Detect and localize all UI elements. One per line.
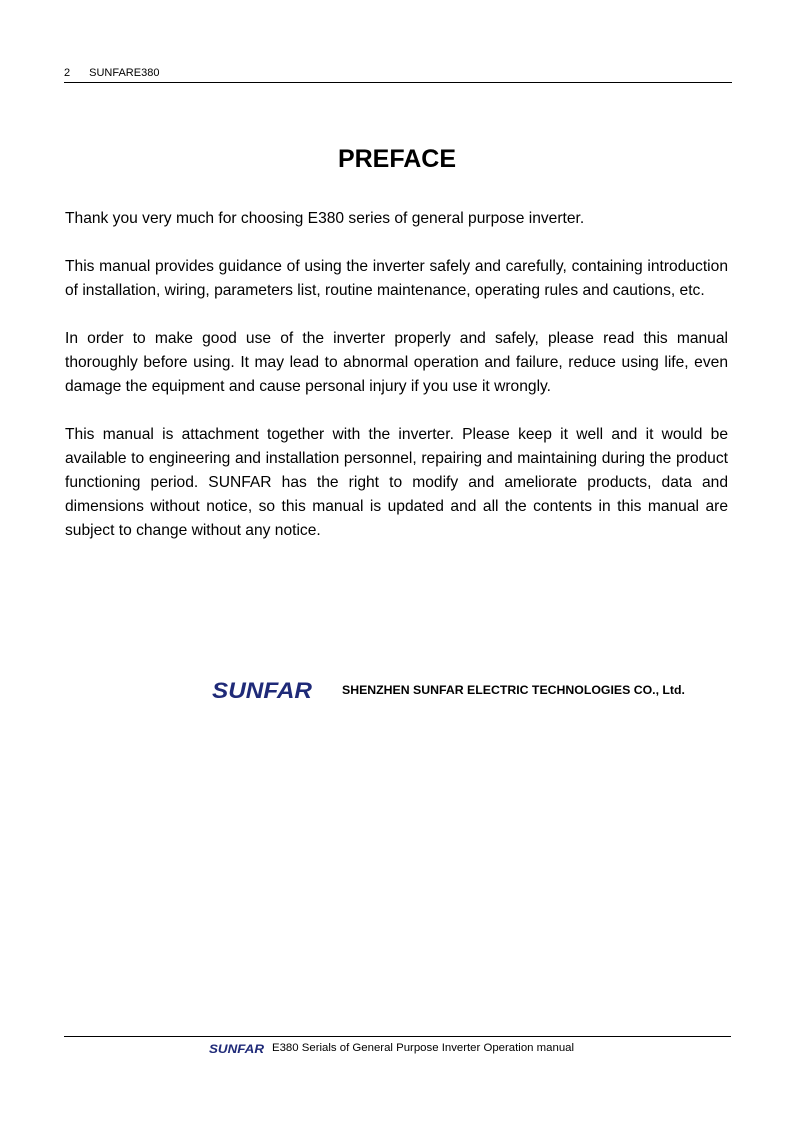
paragraph: Thank you very much for choosing E380 series of general purpose inverter. [65, 210, 585, 227]
doc-code: SUNFARE380 [89, 67, 160, 79]
paragraph: This manual provides guidance of using the inverter safely and carefully, containing introduction of installation, wiring, parameters list, routine maintenance, operating rules and cautions, etc. [65, 258, 728, 299]
paragraph: In order to make good use of the inverter properly and safely, please read this manual thoroughly before using. It may lead to abnormal operation and failure, reduce using life, even damage the equipment and cause personal injury if you use it wrongly. [65, 330, 728, 395]
page-title: PREFACE [337, 145, 457, 173]
logo-text: SUNFAR [212, 679, 313, 701]
sunfar-logo-small [208, 1042, 265, 1054]
page-header [64, 66, 732, 83]
preface-body [65, 207, 728, 567]
paragraph: This manual is attachment together with the inverter. Please keep it well and it would be available to engineering and installation personnel, repairing and maintaining during the product functioning period. SUNFAR has the right to modify and ameliorate products, data and dimensions without notice, so this manual is updated and all the contents in this manual are subject to change without any notice. [65, 426, 728, 539]
company-name: SHENZHEN SUNFAR ELECTRIC TECHNOLOGIES CO., Ltd. [342, 683, 685, 697]
logo-text-small: SUNFAR [209, 1042, 265, 1054]
page-number: 2 [64, 67, 71, 79]
footer-text: E380 Serials of General Purpose Inverter Operation manual [272, 1042, 575, 1054]
sunfar-logo [210, 679, 314, 701]
page-footer [64, 1036, 731, 1059]
company-signature [210, 678, 730, 702]
